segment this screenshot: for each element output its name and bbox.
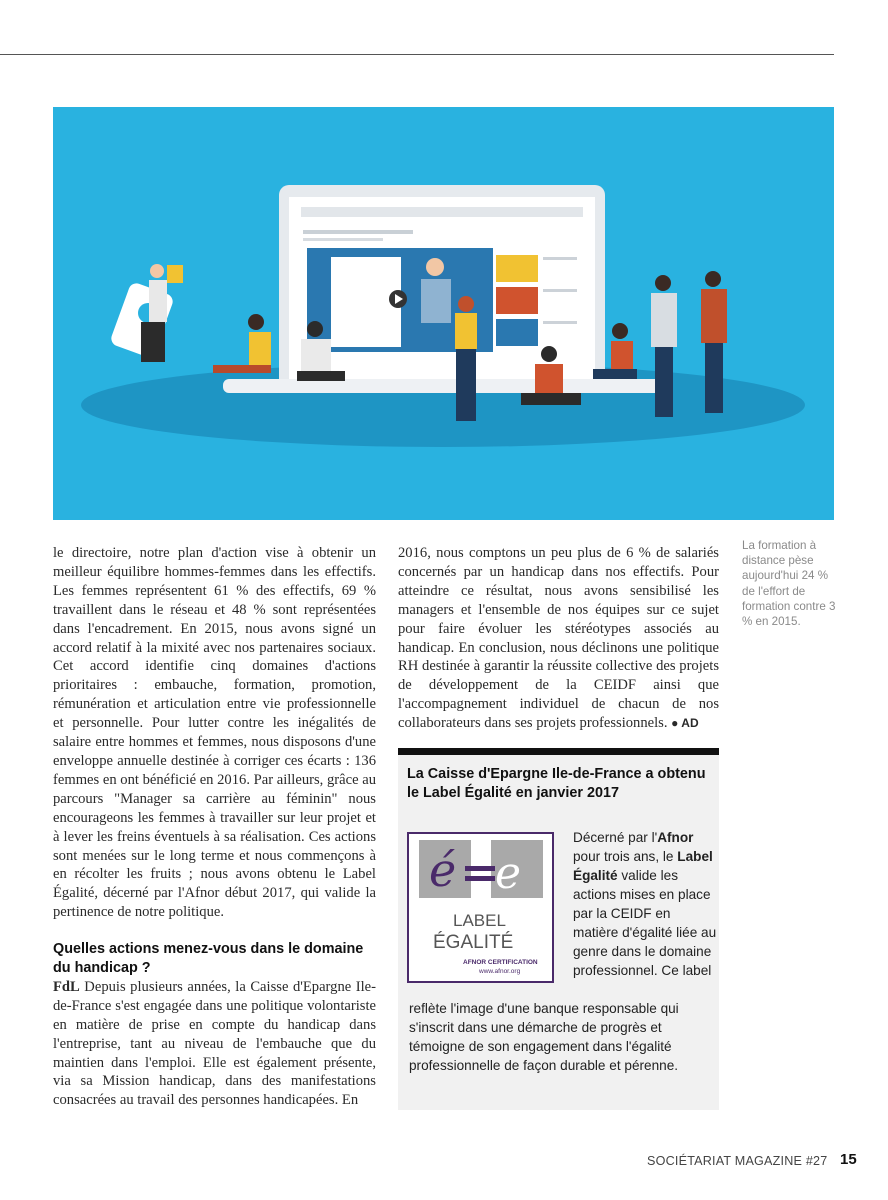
- side-note: La formation à distance pèse aujourd'hui 24 % de l'effort de formation contre 3 % en 2015.: [742, 539, 836, 629]
- label-egalite-logo: [407, 832, 554, 983]
- author-signature: ● AD: [671, 716, 699, 731]
- logo-cert-text: AFNOR CERTIFICATION: [463, 959, 538, 966]
- page-number: 15: [840, 1151, 857, 1168]
- box-text-right: [573, 828, 718, 980]
- answer-paragraph: [53, 978, 376, 1110]
- afnor-name: Afnor: [657, 830, 694, 845]
- magazine-footer: SOCIÉTARIAT MAGAZINE #27: [647, 1154, 828, 1168]
- svg-text:e: e: [495, 848, 522, 899]
- box-title: La Caisse d'Epargne Ile-de-France a obtenu le Label Égalité en janvier 2017: [407, 766, 706, 801]
- svg-text:é: é: [429, 843, 457, 897]
- label-name: Label Égalité: [573, 849, 713, 883]
- label-egalite-box: [398, 748, 719, 1110]
- top-rule: [0, 54, 834, 55]
- article-column-1: [53, 544, 376, 1110]
- box-text-3: valide les actions mises en place par la CEIDF en matière d'égalité liée au genre dans le domaine professionnel. Ce label: [573, 868, 717, 978]
- answer-text: Depuis plusieurs années, la Caisse d'Epargne Ile-de-France s'est engagée dans une politique volontariste en matière de prise en compte du handicap dans l'entreprise, tant au niveau de l'embauche que du maintien dans l'emploi. Elle est également présente, via sa Mission handicap, dans des manifestations consacrées au travail des personnes handicapées. En: [53, 978, 376, 1109]
- box-text-bottom: reflète l'image d'une banque responsable qui s'inscrit dans une démarche de progrès et témoigne de son engagement dans l'égalité professionnelle de façon durable et pérenne.: [409, 1001, 679, 1073]
- hero-illustration: [53, 107, 834, 520]
- logo-egalite-text: ÉGALITÉ: [433, 932, 514, 953]
- article-column-2: [398, 544, 719, 733]
- question-heading: Quelles actions menez-vous dans le domaine du handicap ?: [53, 941, 364, 977]
- col2-text: 2016, nous comptons un peu plus de 6 % de salariés concernés par un handicap dans nos effectifs. Pour atteindre ce résultat, nous avons sensibilisé les managers et l'ensemble de nos équipes sur ce sujet pour faire évoluer les stéréotypes associés au handicap. En conclusion, nous déclinons une politique RH destinée à garantir la réussite collective des projets de développement de la CEIDF ainsi que l'accompagnement individuel de chacun de nos collaborateurs dans ses projets professionnels.: [398, 545, 719, 732]
- box-text-1: Décerné par l': [573, 830, 658, 845]
- article-paragraph: le directoire, notre plan d'action vise à obtenir un meilleur équilibre hommes-femmes dans les effectifs. Les femmes représentent 61 % des effectifs, 69 % travaillent dans le réseau et 48 % sont représentées dans l'encadrement. En 2015, nous avons signé un accord relatif à la mixité avec nos partenaires sociaux. Cet accord identifie cinq domaines d'actions prioritaires : embauche, formation, promotion, rémunération et articulation entre vie professionnelle et personnelle. Pour lutter contre les inégalités de salaire entre hommes et femmes, nous disposons d'une enveloppe annuelle destinée à corriger ces écarts : 136 femmes en ont bénéficié en 2016. Par ailleurs, grâce au parcours "Manager sa carrière au féminin" nous encourageons les femmes à travailler sur leur projet et à lever les freins éventuels à sa réalisation. Ces actions sont menées sur le long terme et nous commençons à en récolter les fruits ; nous avons obtenu le Label Égalité, décerné par l'Afnor début 2017, qui valide la pertinence de notre politique.: [53, 545, 376, 921]
- logo-url-text: www.afnor.org: [479, 968, 521, 975]
- box-text-2: pour trois ans, le: [573, 849, 678, 864]
- logo-label-text: LABEL: [453, 911, 506, 930]
- speaker-initials: FdL: [53, 978, 80, 995]
- article-paragraph-2: [398, 544, 719, 733]
